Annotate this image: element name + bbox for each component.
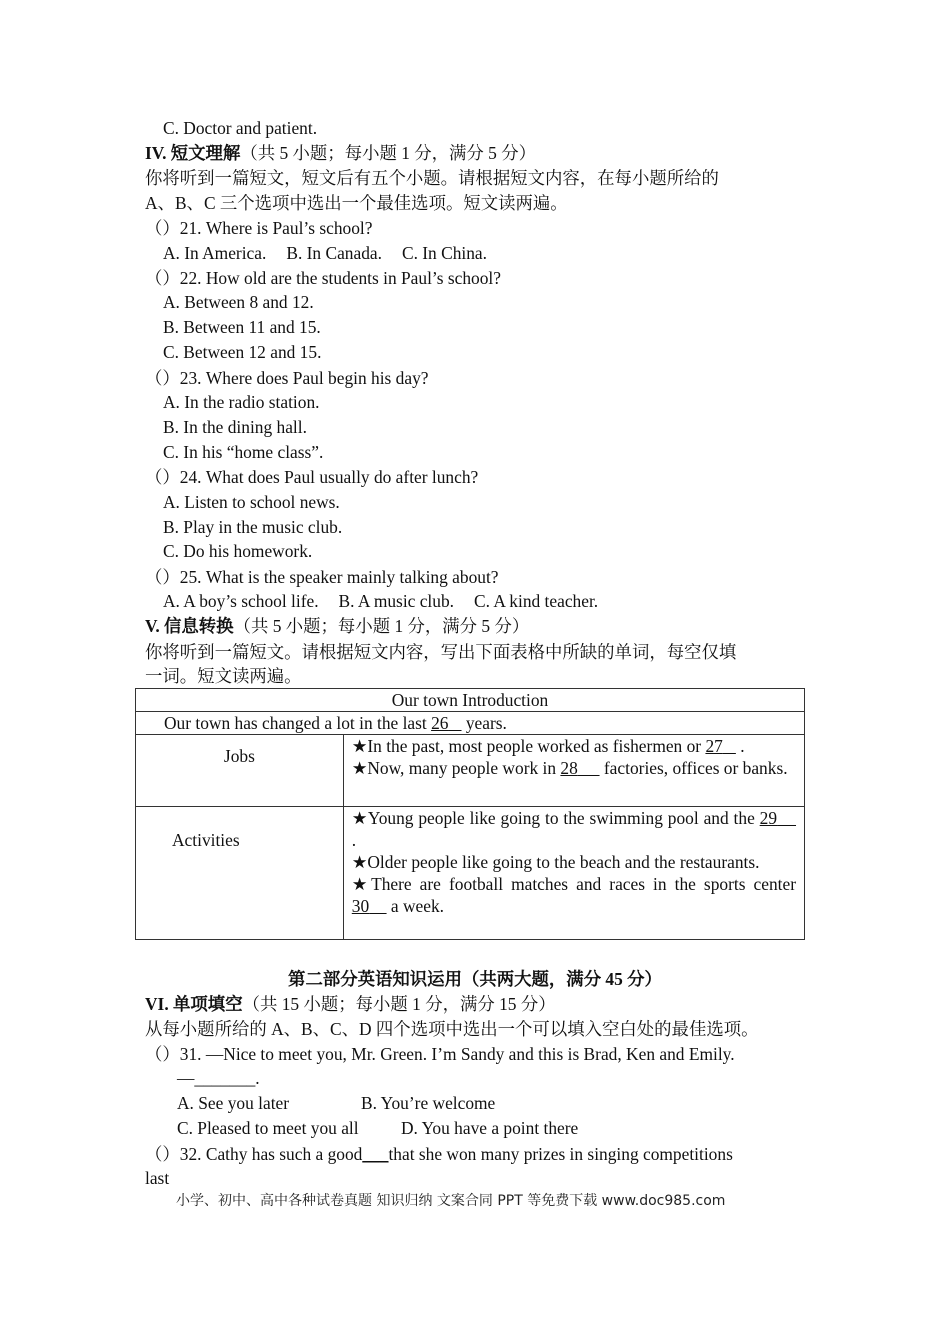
section-4-heading: [145, 141, 536, 165]
activities-label: Activities: [136, 807, 344, 940]
activities-line-3: ★There are football matches and races in the sports center 30 a week.: [351, 874, 796, 916]
section-4-title: IV. 短文理解: [145, 143, 241, 163]
q31-option-d: D. You have a point there: [401, 1118, 579, 1138]
section-6-instruction: 从每小题所给的 A、B、C、D 四个选项中选出一个可以填入空白处的最佳选项。: [145, 1019, 759, 1039]
jobs-label: Jobs: [136, 735, 344, 807]
table-intro-post: years.: [461, 713, 507, 733]
question-31: （）31. —Nice to meet you, Mr. Green. I’m Sandy and this is Brad, Ken and Emily.: [145, 1044, 735, 1064]
q31-option-a: A. See you later: [177, 1093, 290, 1113]
q25-option-b: B. A music club.: [338, 591, 455, 611]
q22-option-a: A. Between 8 and 12.: [163, 292, 314, 312]
q31-options-row-1: [177, 1091, 495, 1115]
q24-option-b: B. Play in the music club.: [163, 517, 343, 537]
blank-27: 27: [705, 736, 723, 756]
question-23: （）23. Where does Paul begin his day?: [145, 368, 429, 388]
question-25: （）25. What is the speaker mainly talking about?: [145, 567, 499, 587]
section-6-heading: [145, 992, 556, 1016]
q22-option-b: B. Between 11 and 15.: [163, 317, 321, 337]
table-title: Our town Introduction: [136, 689, 805, 712]
q31-options-row-2: [177, 1116, 578, 1140]
q24-option-a: A. Listen to school news.: [163, 492, 340, 512]
footer-ad: 小学、初中、高中各种试卷真题 知识归纳 文案合同 PPT 等免费下载 www.doc985.com: [176, 1193, 726, 1209]
part-2-title: 第二部分英语知识运用（共两大题，满分 45 分）: [288, 969, 662, 989]
q24-option-c: C. Do his homework.: [163, 541, 313, 561]
blank-29: 29: [759, 808, 778, 828]
question-21-options: [163, 241, 487, 265]
jobs-cell: [343, 735, 804, 807]
section-5-heading: [145, 614, 529, 638]
activities-line-1: ★Young people like going to the swimming pool and the 29 .: [352, 807, 796, 851]
q23-option-a: A. In the radio station.: [163, 392, 320, 412]
q23-option-b: B. In the dining hall.: [163, 417, 307, 437]
section-4-note: （共 5 小题；每小题 1 分，满分 5 分）: [240, 143, 536, 163]
q25-option-a: A. A boy’s school life.: [163, 591, 319, 611]
info-table: [135, 688, 805, 940]
blank-26: 26: [431, 713, 449, 733]
question-32-continued: last: [145, 1168, 170, 1188]
blank-28: 28: [560, 758, 578, 778]
table-intro-pre: Our town has changed a lot in the last: [164, 713, 432, 733]
prev-option-c: C. Doctor and patient.: [163, 118, 318, 138]
q31-option-b: B. You’re welcome: [361, 1093, 496, 1113]
section-5-title: V. 信息转换: [145, 616, 234, 636]
activities-line-2: ★Older people like going to the beach and the restaurants.: [351, 852, 760, 872]
section-5-note: （共 5 小题；每小题 1 分，满分 5 分）: [233, 616, 530, 636]
section-6-note: （共 15 小题；每小题 1 分，满分 15 分）: [242, 994, 556, 1014]
section-6-title: VI. 单项填空: [145, 994, 243, 1014]
section-5-instruction-1: 你将听到一篇短文。请根据短文内容，写出下面表格中所缺的单词，每空仅填: [145, 642, 737, 662]
q25-option-c: C. A kind teacher.: [474, 591, 599, 611]
q31-reply: —_______.: [177, 1068, 260, 1088]
jobs-line-2: ★Now, many people work in 28 factories, offices or banks.: [351, 758, 788, 778]
q22-option-c: C. Between 12 and 15.: [163, 342, 322, 362]
question-22: （）22. How old are the students in Paul’s school?: [145, 268, 501, 288]
q21-option-b: B. In Canada.: [286, 243, 382, 263]
section-4-instruction-2: A、B、C 三个选项中选出一个最佳选项。短文读两遍。: [145, 193, 568, 213]
jobs-line-1: ★In the past, most people worked as fishermen or 27 .: [351, 736, 745, 756]
table-intro-row: [136, 712, 805, 735]
q23-option-c: C. In his “home class”.: [163, 442, 324, 462]
q21-option-c: C. In China.: [401, 243, 487, 263]
blank-30: 30: [351, 896, 370, 916]
section-4-instruction-1: 你将听到一篇短文，短文后有五个小题。请根据短文内容，在每小题所给的: [145, 168, 719, 188]
question-21: （）21. Where is Paul’s school?: [145, 218, 373, 238]
question-25-options: [163, 589, 598, 613]
question-32: （）32. Cathy has such a good___that she won many prizes in singing competitions: [145, 1144, 733, 1164]
q31-option-c: C. Pleased to meet you all: [177, 1118, 359, 1138]
q32-blank: ___: [362, 1144, 389, 1164]
activities-cell: [343, 807, 804, 940]
section-5-instruction-2: 一词。短文读两遍。: [145, 666, 302, 686]
question-24: （）24. What does Paul usually do after lunch?: [145, 467, 479, 487]
q21-option-a: A. In America.: [163, 243, 267, 263]
